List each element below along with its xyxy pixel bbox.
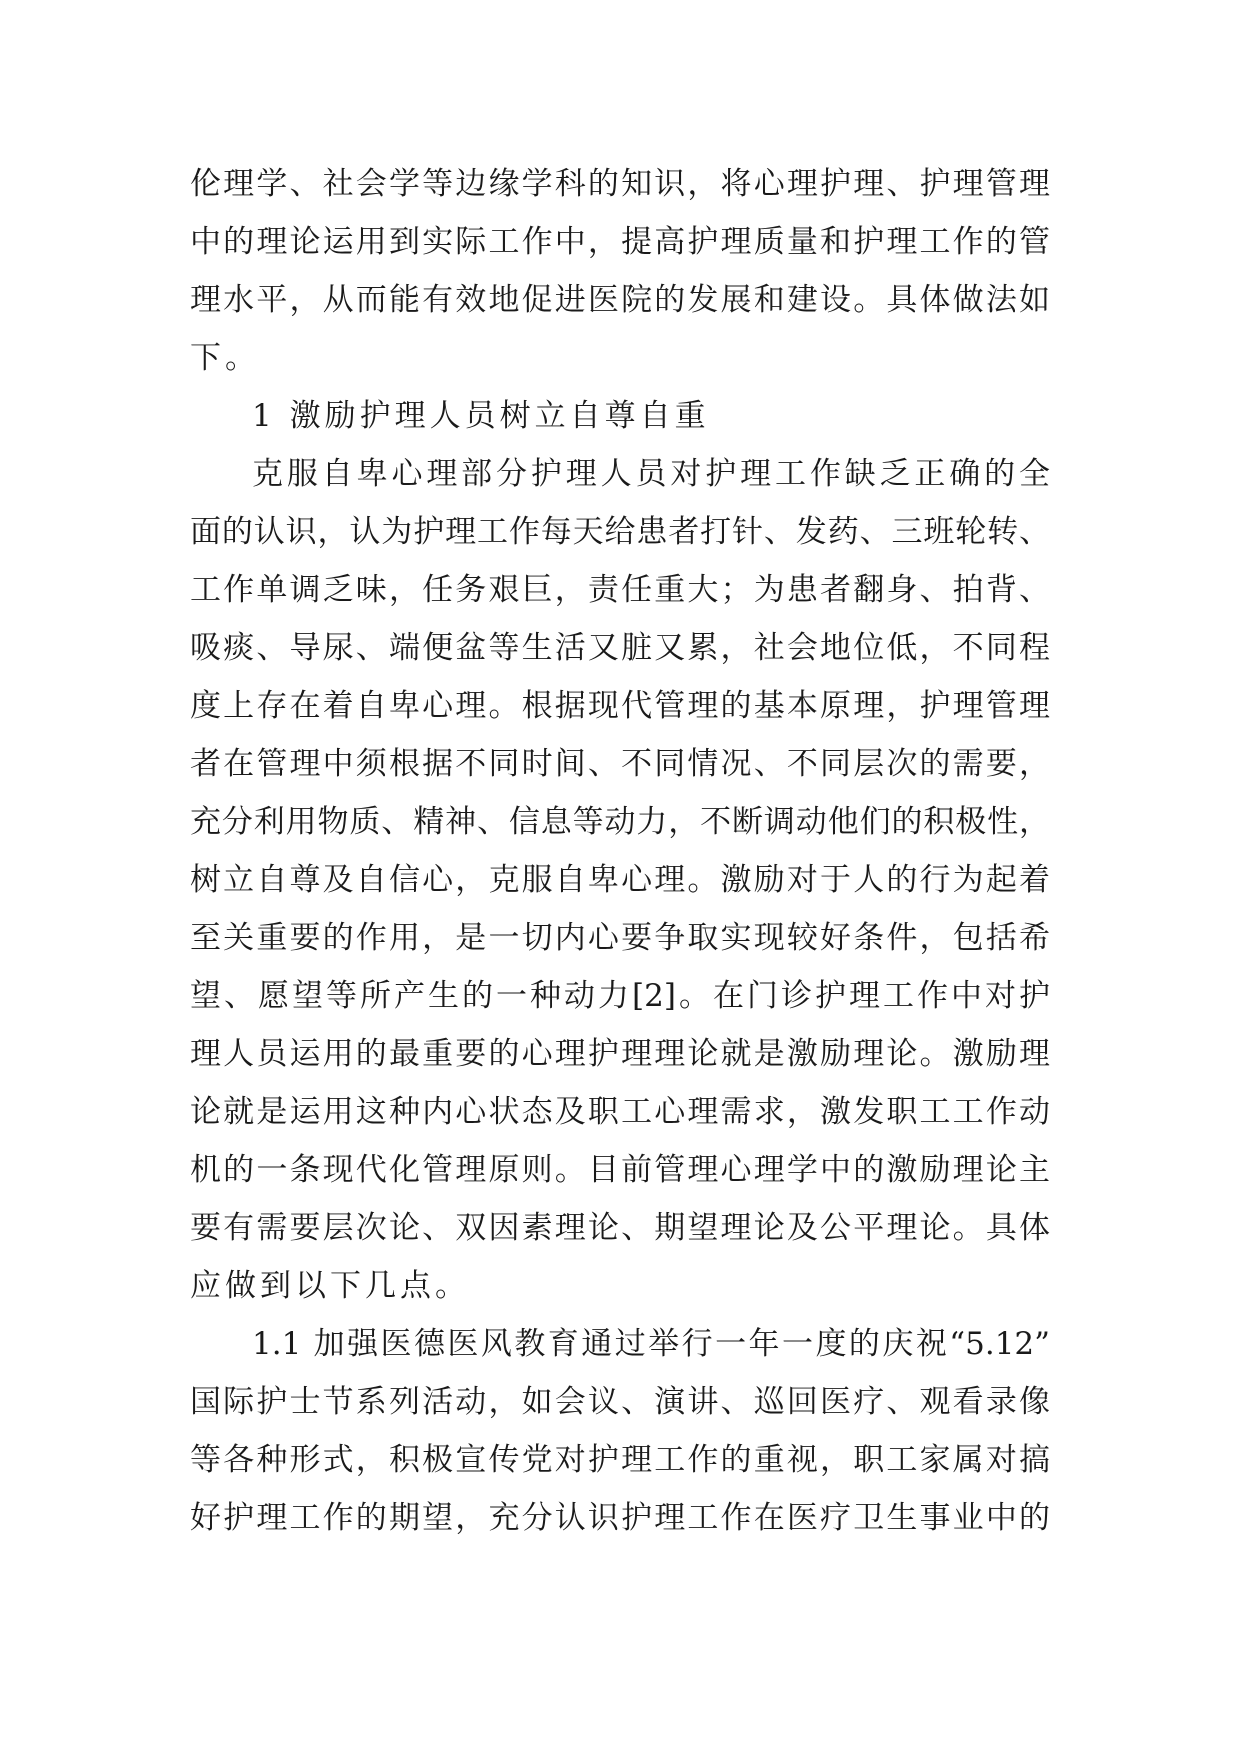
text-line: 应做到以下几点。 bbox=[190, 1268, 470, 1304]
text-line: 者在管理中须根据不同时间、不同情况、不同层次的需要， bbox=[190, 746, 1050, 782]
text-line: 等各种形式，积极宣传党对护理工作的重视，职工家属对搞 bbox=[190, 1442, 1050, 1478]
text-line: 下。 bbox=[190, 340, 260, 376]
text-line: 望、愿望等所产生的一种动力[2]。在门诊护理工作中对护 bbox=[190, 978, 1050, 1014]
text-line: 工作单调乏味，任务艰巨，责任重大；为患者翻身、拍背、 bbox=[190, 572, 1050, 608]
text-line: 度上存在着自卑心理。根据现代管理的基本原理，护理管理 bbox=[190, 688, 1050, 724]
text-line: 吸痰、导尿、端便盆等生活又脏又累，社会地位低，不同程 bbox=[190, 630, 1050, 666]
body-text bbox=[190, 155, 1050, 1547]
text-line: 克服自卑心理部分护理人员对护理工作缺乏正确的全 bbox=[252, 456, 1050, 492]
text-line: 至关重要的作用，是一切内心要争取实现较好条件，包括希 bbox=[190, 920, 1050, 956]
text-line: 国际护士节系列活动，如会议、演讲、巡回医疗、观看录像 bbox=[190, 1384, 1050, 1420]
text-line: 树立自尊及自信心，克服自卑心理。激励对于人的行为起着 bbox=[190, 862, 1050, 898]
text-line: 中的理论运用到实际工作中，提高护理质量和护理工作的管 bbox=[190, 224, 1050, 260]
text-line: 理水平，从而能有效地促进医院的发展和建设。具体做法如 bbox=[190, 282, 1050, 318]
text-line: 论就是运用这种内心状态及职工心理需求，激发职工工作动 bbox=[190, 1094, 1050, 1130]
text-line: 要有需要层次论、双因素理论、期望理论及公平理论。具体 bbox=[190, 1210, 1050, 1246]
subsection-paragraph-start: 1.1 加强医德医风教育通过举行一年一度的庆祝“5.12” bbox=[252, 1326, 1050, 1362]
text-line: 机的一条现代化管理原则。目前管理心理学中的激励理论主 bbox=[190, 1152, 1050, 1188]
text-line: 面的认识，认为护理工作每天给患者打针、发药、三班轮转、 bbox=[190, 514, 1050, 550]
text-line: 充分利用物质、精神、信息等动力，不断调动他们的积极性， bbox=[190, 804, 1050, 840]
section-heading: 1 激励护理人员树立自尊自重 bbox=[252, 398, 710, 434]
text-line: 伦理学、社会学等边缘学科的知识，将心理护理、护理管理 bbox=[190, 166, 1050, 202]
text-line: 理人员运用的最重要的心理护理理论就是激励理论。激励理 bbox=[190, 1036, 1050, 1072]
text-line: 好护理工作的期望，充分认识护理工作在医疗卫生事业中的 bbox=[190, 1500, 1050, 1536]
